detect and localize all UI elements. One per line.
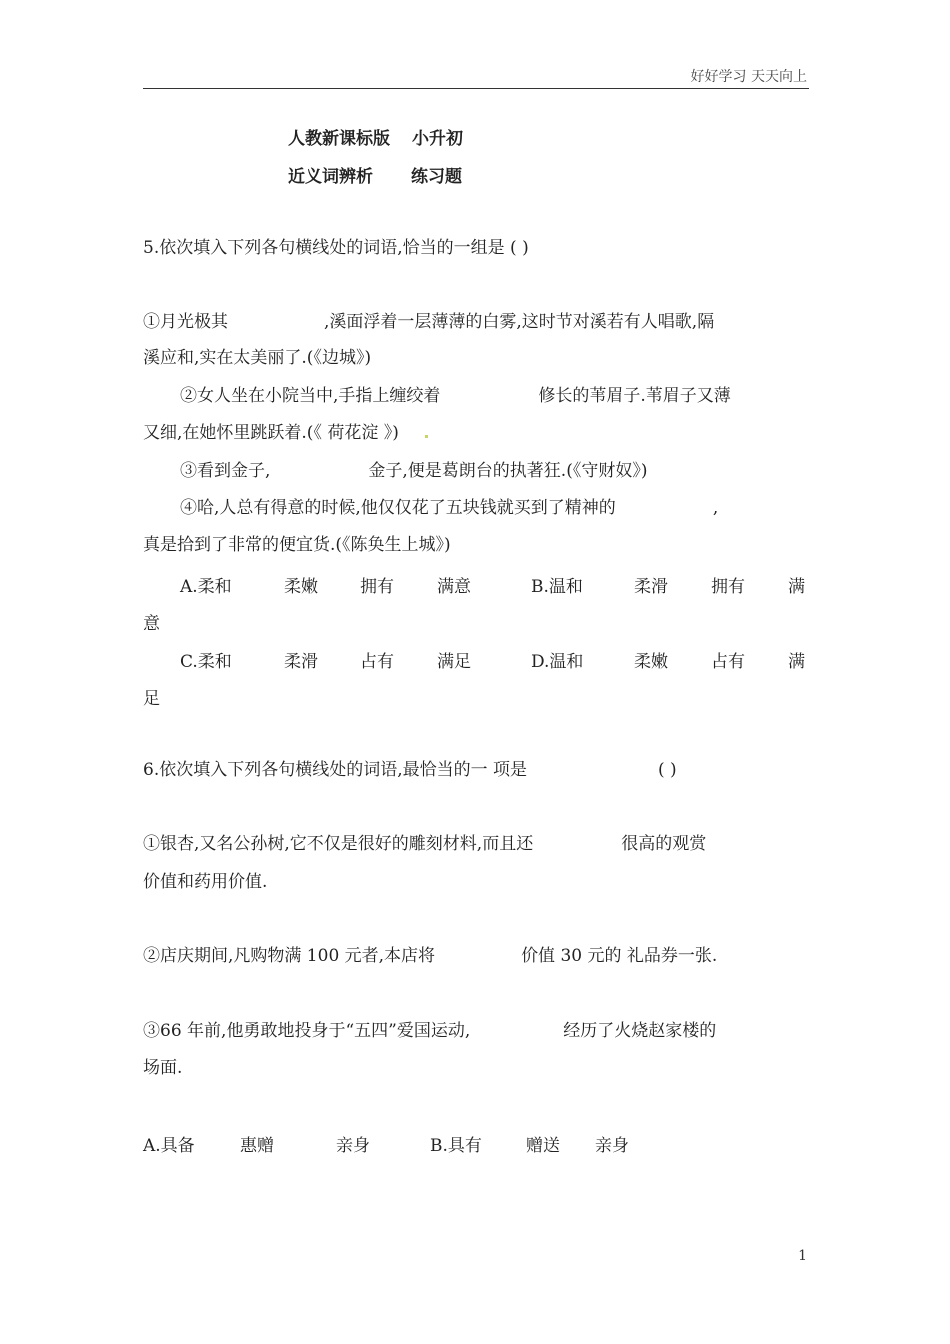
- q5-option-d-1: D.温和: [531, 652, 584, 672]
- q6-option-6: 亲身: [595, 1136, 629, 1156]
- q6-option-3: 亲身: [336, 1136, 370, 1156]
- mark-dot: [425, 435, 428, 438]
- q5-option-a-2: 柔嫩: [284, 577, 318, 597]
- q5-option-d-2: 柔嫩: [634, 652, 668, 672]
- q5-sentence-1-cont: 溪应和,实在太美丽了.(《边城》): [143, 348, 372, 368]
- q6-sentence-1: ①银杏,又名公孙树,它不仅是很好的雕刻材料,而且还 很高的观赏: [143, 834, 707, 854]
- q5-option-d-3: 占有: [711, 652, 745, 672]
- page-number: 1: [798, 1248, 807, 1264]
- q6-stem: 6.依次填入下列各句横线处的词语,最恰当的一 项是: [143, 760, 528, 780]
- q5-sentence-1: ①月光极其 ,溪面浮着一层薄薄的白雾,这时节对溪若有人唱歌,隔: [143, 312, 715, 332]
- q6-option-2: 惠赠: [240, 1136, 274, 1156]
- header-text: 好好学习 天天向上: [690, 69, 807, 85]
- q6-option-1: A.具备: [143, 1136, 195, 1156]
- q5-sentence-2-cont: 又细,在她怀里跳跃着.(《 荷花淀 》): [143, 421, 428, 445]
- title-line-2: 近义词辨析 练习题: [288, 167, 462, 187]
- q6-stem-bracket: ( ): [658, 760, 677, 780]
- q6-sentence-3-cont: 场面.: [143, 1058, 183, 1078]
- q5-stem: 5.依次填入下列各句横线处的词语,恰当的一组是 ( ): [143, 238, 529, 258]
- q5-sentence-4-cont: 真是拾到了非常的便宜货.(《陈奂生上城》): [143, 535, 451, 555]
- q5-option-a-3: 拥有: [360, 577, 394, 597]
- q5-option-b-3: 拥有: [711, 577, 745, 597]
- q5-option-c-1: C.柔和: [180, 652, 232, 672]
- q5-option-c-3: 占有: [360, 652, 394, 672]
- q6-option-5: 赠送: [526, 1136, 560, 1156]
- q5-option-b-2: 柔滑: [634, 577, 668, 597]
- q5-option-c-2: 柔滑: [284, 652, 318, 672]
- q5-sentence-4: ④哈,人总有得意的时候,他仅仅花了五块钱就买到了精神的 ,: [180, 498, 719, 518]
- title-line-1: 人教新课标版 小升初: [288, 129, 463, 149]
- q5-option-d-4: 满: [788, 652, 805, 672]
- q5-sentence-3: ③看到金子, 金子,便是葛朗台的执著狂.(《守财奴》): [180, 461, 648, 481]
- q5-option-a-4: 满意: [437, 577, 471, 597]
- q5-option-a-1: A.柔和: [180, 577, 232, 597]
- q6-option-4: B.具有: [430, 1136, 482, 1156]
- q5-option-d-wrap: 足: [143, 689, 160, 709]
- q5-sentence-2: ②女人坐在小院当中,手指上缠绞着 修长的苇眉子.苇眉子又薄: [180, 386, 731, 406]
- q6-sentence-2: ②店庆期间,凡购物满 100 元者,本店将 价值 30 元的 礼品券一张.: [143, 946, 718, 966]
- q5-option-b-4: 满: [788, 577, 805, 597]
- q5-option-b-wrap: 意: [143, 614, 160, 634]
- q5-option-b-1: B.温和: [531, 577, 583, 597]
- header-rule: [143, 88, 809, 89]
- q5-option-c-4: 满足: [437, 652, 471, 672]
- q6-sentence-1-cont: 价值和药用价值.: [143, 872, 268, 892]
- q6-sentence-3: ③66 年前,他勇敢地投身于“五四”爱国运动, 经历了火烧赵家楼的: [143, 1021, 717, 1041]
